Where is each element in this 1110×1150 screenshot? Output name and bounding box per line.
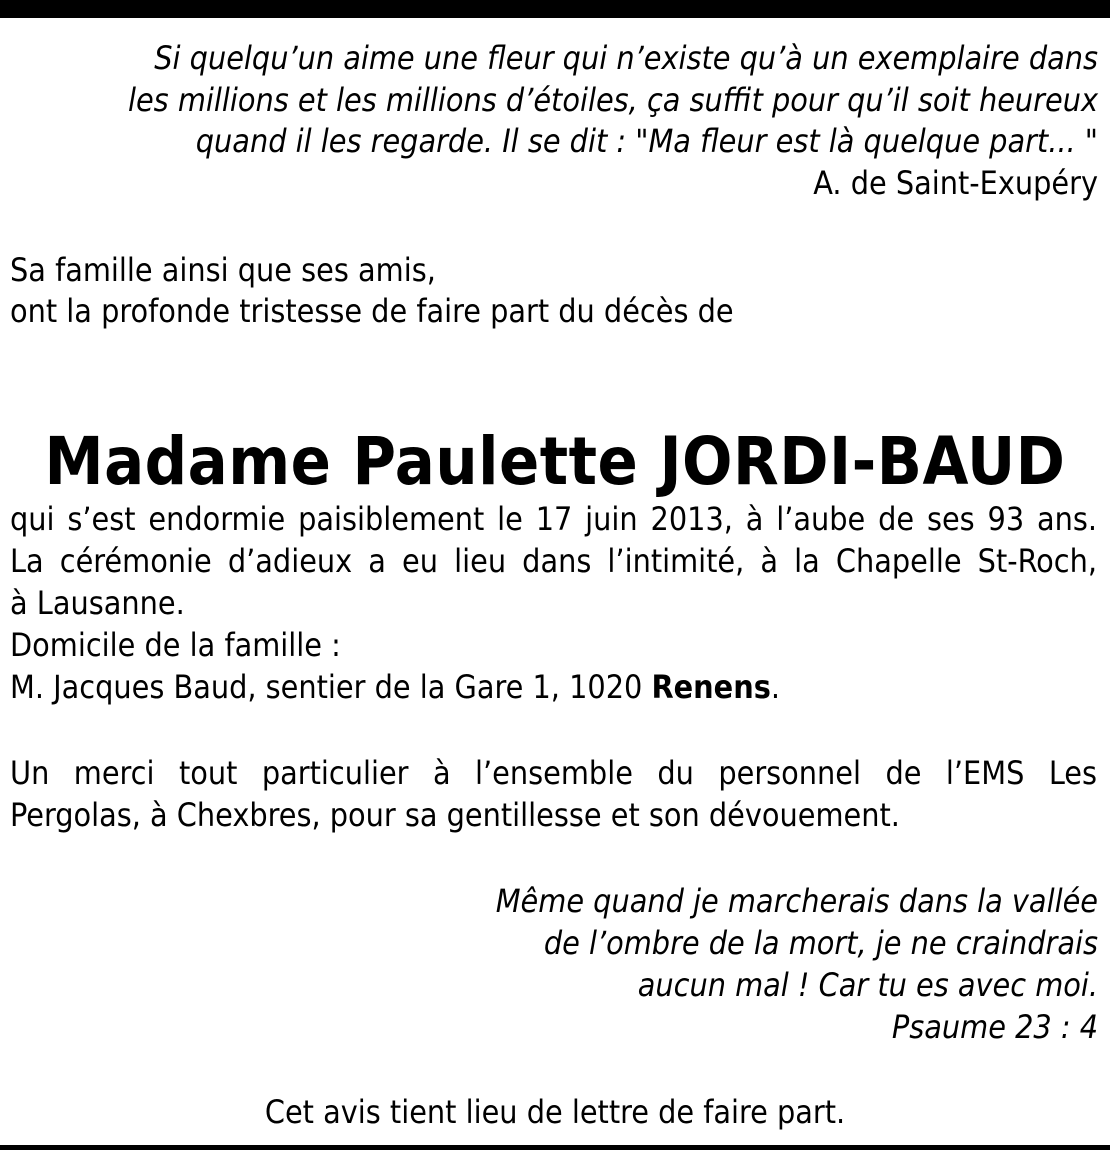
verse-line-2: de l’ombre de la mort, je ne craindrais [543,924,1098,962]
bottom-rule [0,1145,1110,1150]
footer-note: Cet avis tient lieu de lettre de faire part. [264,1093,846,1131]
address-prefix: M. Jacques Baud, sentier de la Gare 1, 1020 [10,668,652,706]
family-address [10,666,780,708]
verse-line-1: Même quand je marcherais dans la vallée [495,882,1098,920]
epigraph-author: A. de Saint-Exupéry [813,164,1098,202]
intro-line-1: Sa famille ainsi que ses amis, [10,251,436,289]
details-line-3: à Lausanne. [10,584,185,622]
address-city: Renens [651,668,771,706]
address-suffix: . [770,668,780,706]
epigraph-line-3: quand il les regarde. Il se dit : "Ma fleur est là quelque part... " [195,122,1098,160]
thanks-line-2: Pergolas, à Chexbres, pour sa gentillesse et son dévouement. [10,796,900,834]
epigraph-line-1: Si quelqu’un aime une fleur qui n’existe qu’à un exemplaire dans [154,39,1098,77]
thanks-line-1: Un merci tout particulier à l’ensemble du personnel de l’EMS Les [10,754,1097,792]
domicile-label: Domicile de la famille : [10,626,341,664]
verse-line-3: aucun mal ! Car tu es avec moi. [637,966,1098,1004]
intro-line-2: ont la profonde tristesse de faire part du décès de [10,292,734,330]
deceased-name: Madame Paulette JORDI-BAUD [44,423,1066,501]
verse-reference: Psaume 23 : 4 [891,1008,1098,1046]
epigraph-line-2: les millions et les millions d’étoiles, ça suffit pour qu’il soit heureux [127,81,1098,119]
details-line-1: qui s’est endormie paisiblement le 17 juin 2013, à l’aube de ses 93 ans. [10,500,1097,538]
top-rule [0,0,1110,18]
details-line-2: La cérémonie d’adieux a eu lieu dans l’intimité, à la Chapelle St-Roch, [10,542,1097,580]
